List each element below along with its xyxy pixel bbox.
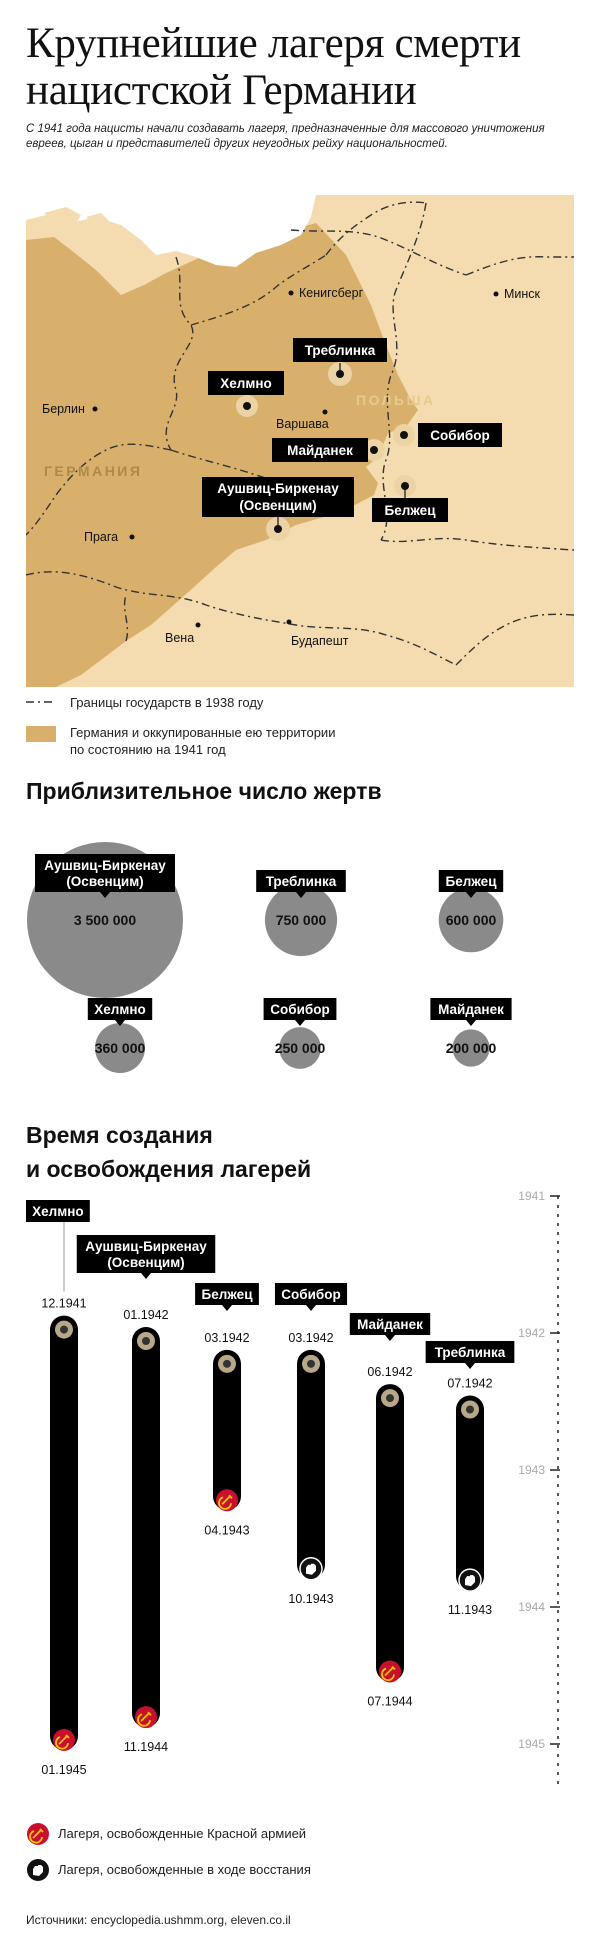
city-konigsberg: Кенигсберг [299, 286, 364, 300]
city-prague: Прага [84, 530, 119, 544]
timeline-label-2: (Освенцим) [107, 1255, 185, 1270]
camps-map [26, 195, 574, 687]
victims-title: Приблизительное число жертв [26, 778, 382, 804]
victims-count: 600 000 [445, 912, 497, 928]
timeline-label: Собибор [281, 1287, 341, 1302]
timeline-start-date: 12.1941 [41, 1296, 87, 1311]
camp-label-treblinka: Треблинка [304, 343, 376, 358]
victims-bubble-group [264, 998, 337, 1069]
timeline-year-label: 1944 [518, 1600, 545, 1614]
victims-label: Майданек [438, 1002, 504, 1017]
timeline-bar [132, 1327, 160, 1727]
city-dot-konigsberg [289, 291, 294, 296]
camp-dot [370, 446, 378, 454]
legend-red-army-icon [26, 1822, 50, 1846]
camp-label-auschwitz-1: Аушвиц-Биркенау [217, 481, 339, 496]
timeline-axis [518, 1189, 560, 1784]
timeline-title-2: и освобождения лагерей [26, 1156, 312, 1182]
camp-label-sobibor: Собибор [430, 428, 490, 443]
victims-bubble-group [430, 998, 511, 1067]
timeline-start-marker-core [142, 1337, 150, 1345]
legend-red-army-text: Лагеря, освобожденные Красной армией [58, 1826, 307, 1841]
timeline-label-pointer [385, 1335, 395, 1341]
legend-occupied-line1: Германия и оккупированные ею территории [70, 725, 336, 740]
timeline-label-pointer [141, 1273, 151, 1279]
camp-label-auschwitz-2: (Освенцим) [239, 498, 317, 513]
victims-label: Хелмно [94, 1002, 146, 1017]
timeline-camp [350, 1313, 430, 1709]
timeline-year-label: 1942 [518, 1326, 545, 1340]
victims-label: Белжец [445, 874, 497, 889]
victims-count: 360 000 [94, 1040, 146, 1056]
victims-label: Аушвиц-Биркенау [44, 858, 166, 873]
timeline-end-date: 01.1945 [41, 1763, 87, 1777]
victims-bubble-group [88, 998, 152, 1073]
victims-label: Треблинка [265, 874, 337, 889]
camp-label-chelmno: Хелмно [220, 376, 272, 391]
city-dot-vienna [196, 623, 201, 628]
camp-dot [243, 402, 251, 410]
legend-occupied-line2: по состоянию на 1941 год [70, 742, 226, 757]
timeline-start-date: 07.1942 [447, 1376, 493, 1391]
timeline-start-date: 03.1942 [288, 1330, 334, 1345]
timeline-year-label: 1943 [518, 1463, 545, 1477]
victims-label-pointer [466, 1020, 476, 1026]
city-dot-warsaw [323, 410, 328, 415]
victims-bubble-group [439, 870, 504, 952]
camp-label-belzec: Белжец [384, 503, 436, 518]
legend-uprising-text: Лагеря, освобожденные в ходе восстания [58, 1862, 311, 1877]
victims-bubble-group [256, 870, 346, 956]
city-warsaw: Варшава [276, 417, 329, 431]
legend-border-swatch [26, 696, 56, 708]
timeline-end-date: 04.1943 [204, 1523, 250, 1538]
timeline-title-1: Время создания [26, 1122, 213, 1148]
city-berlin: Берлин [42, 402, 85, 416]
timeline-year-label: 1945 [518, 1737, 545, 1751]
timeline-label: Аушвиц-Биркенау [85, 1239, 207, 1254]
timeline-end-date: 11.1943 [447, 1603, 493, 1618]
page-title [26, 20, 586, 114]
city-dot-budapest [287, 620, 292, 625]
timeline-camp [426, 1341, 515, 1617]
timeline-bar [297, 1350, 325, 1579]
timeline-camp [195, 1283, 259, 1537]
timeline-start-date: 03.1942 [204, 1330, 250, 1345]
timeline-label-pointer [465, 1363, 475, 1369]
victims-label-pointer [295, 1020, 305, 1026]
timeline-bars [26, 1200, 514, 1777]
timeline-start-marker-core [307, 1360, 315, 1368]
legend-borders: Границы государств в 1938 году [70, 695, 264, 710]
city-vienna: Вена [165, 631, 195, 645]
timeline-label: Белжец [201, 1287, 253, 1302]
timeline-camp [275, 1283, 347, 1606]
timeline-label: Треблинка [434, 1345, 506, 1360]
timeline-end-date: 10.1943 [288, 1591, 334, 1606]
title-line-2: нацистской Германии [26, 67, 417, 114]
legend-occupied-swatch [26, 726, 56, 742]
country-poland: ПОЛЬША [356, 392, 436, 408]
victims-count: 3 500 000 [73, 912, 137, 928]
victims-count: 750 000 [275, 912, 327, 928]
timeline-camp [77, 1235, 216, 1754]
timeline-title [26, 1118, 311, 1186]
timeline-camp [26, 1200, 90, 1777]
timeline-start-marker-core [386, 1394, 394, 1402]
title-line-1: Крупнейшие лагеря смерти [26, 20, 521, 67]
sources-footer: Источники: encyclopedia.ushmm.org, eleven.co.il [26, 1913, 291, 1927]
timeline-start-date: 06.1942 [367, 1365, 413, 1380]
country-germany: ГЕРМАНИЯ [44, 463, 143, 479]
victims-count: 250 000 [274, 1040, 326, 1056]
timeline-start-marker-core [60, 1326, 68, 1334]
victims-bubble-chart [0, 810, 600, 1100]
timeline-label-pointer [222, 1305, 232, 1311]
camp-sobibor [393, 423, 502, 447]
legend-occupied [70, 724, 335, 758]
city-dot-minsk [494, 292, 499, 297]
timeline-end-date: 07.1944 [367, 1694, 413, 1709]
victims-bubble-group [27, 842, 183, 998]
timeline-label-pointer [306, 1305, 316, 1311]
timeline-year-label: 1941 [518, 1189, 545, 1203]
victims-count: 200 000 [445, 1040, 497, 1056]
timeline-start-marker-core [223, 1360, 231, 1368]
timeline-bar [376, 1384, 404, 1681]
page-subtitle: С 1941 года нацисты начали создавать лагеря, предназначенные для массового уничтожения евреев, цыган и представителей других неугодных рейху национальностей. [26, 123, 545, 150]
timeline-start-date: 01.1942 [123, 1308, 169, 1322]
timeline-label: Майданек [357, 1317, 423, 1332]
timeline-label: Хелмно [32, 1204, 84, 1219]
city-minsk: Минск [504, 287, 541, 301]
timeline-bar [456, 1396, 484, 1591]
timeline-start-marker-core [466, 1406, 474, 1414]
timeline-chart [0, 1180, 600, 1800]
legend-uprising-icon [26, 1858, 50, 1882]
camp-dot [400, 431, 408, 439]
city-dot-prague [130, 535, 135, 540]
bubbles [27, 842, 512, 1073]
city-budapest: Будапешт [291, 634, 349, 648]
timeline-bar [50, 1316, 78, 1750]
victims-label-2: (Освенцим) [66, 874, 144, 889]
timeline-bar [213, 1350, 241, 1510]
camp-majdanek [272, 438, 385, 462]
victims-label: Собибор [270, 1002, 330, 1017]
timeline-end-date: 11.1944 [123, 1740, 169, 1755]
city-dot-berlin [93, 407, 98, 412]
camp-label-majdanek: Майданек [287, 443, 353, 458]
